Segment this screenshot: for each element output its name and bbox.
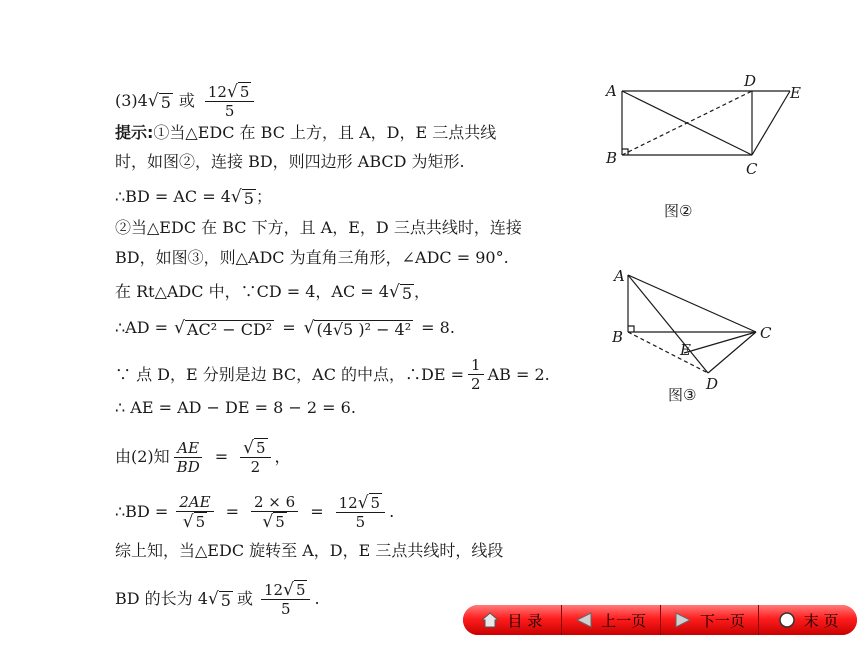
fraction-12sqrt5-over-5: 12 √ 5 5: [205, 82, 254, 120]
next-page-label: 下一页: [699, 611, 745, 630]
arrow-left-icon: [575, 611, 593, 629]
fig3-caption: 图③: [668, 386, 697, 404]
contents-button[interactable]: [463, 605, 562, 635]
ae-computation: ∴ AE = AD − DE = 8 − 2 = 6.: [115, 398, 356, 417]
bd-computation: ∴BD = 2AE √ 5 = 2 × 6 √ 5 = 12 √ 5 5 .: [115, 493, 395, 532]
last-page-button[interactable]: [759, 605, 857, 635]
or-word: 或: [178, 91, 195, 110]
from-part2: 由(2)知 $\frac{AE}{BD}$ = √ 5 2 ，: [115, 438, 291, 476]
ad-computation: ∴AD = √ AC² − CD² = √ (4√5 )² − 4² = 8.: [115, 318, 455, 339]
slide-navigation-bar: [463, 605, 857, 635]
hint-line-2: 时，如图②，连接 BD，则四边形 ABCD 为矩形.: [115, 152, 465, 171]
fraction-half: $\frac{1}{2}$: [468, 356, 484, 393]
fig2-label-a: A: [606, 82, 617, 100]
figure-3-right-triangle: [612, 265, 782, 405]
bd-equals-ac: ∴BD = AC = 4 √ 5 ；: [115, 187, 272, 208]
fig2-caption: 图②: [664, 202, 693, 220]
hint-text-1: ①当△EDC 在 BC 上方，且 A，D，E 三点共线: [153, 123, 497, 142]
previous-page-label: 上一页: [601, 611, 647, 630]
fig2-label-c: C: [746, 160, 758, 178]
de-computation: ∵ 点 D，E 分别是边 BC，AC 的中点，∴DE = $\frac{1}{2}$ AB = 2.: [115, 356, 550, 393]
circle-end-icon: [778, 611, 796, 629]
fig2-label-b: B: [606, 149, 618, 167]
part3-label: (3)4: [115, 91, 148, 110]
case2-line-1: ②当△EDC 在 BC 下方，且 A，E，D 三点共线时，连接: [115, 218, 522, 237]
hint-line-1: [115, 122, 496, 144]
contents-label: 目 录: [507, 611, 543, 630]
sqrt-5: √ 5: [147, 91, 171, 112]
last-page-label: 末 页: [803, 611, 839, 630]
conclusion-line-2: BD 的长为 4 √ 5 或 12 √ 5 5 .: [115, 580, 320, 618]
rt-triangle-line: 在 Rt△ADC 中，∵CD = 4，AC = 4 √ 5 ，: [115, 282, 431, 303]
fig2-label-e: E: [790, 84, 801, 102]
conclusion-line-1: 综上知，当△EDC 旋转至 A，D，E 三点共线时，线段: [115, 541, 504, 560]
fig3-label-c: C: [760, 324, 772, 342]
arrow-right-icon: [674, 611, 692, 629]
home-icon: [481, 611, 499, 629]
next-page-button[interactable]: [661, 605, 760, 635]
fig3-label-a: A: [614, 267, 625, 285]
figure-2-rectangle: [600, 68, 820, 228]
fig3-label-b: B: [612, 328, 624, 346]
fig3-label-e: E: [680, 341, 691, 359]
fig2-label-d: D: [744, 72, 757, 90]
part3-answer: [115, 82, 258, 120]
hint-label: 提示:: [115, 123, 154, 142]
fig3-label-d: D: [706, 375, 719, 393]
previous-page-button[interactable]: [562, 605, 661, 635]
case2-line-2: BD，如图③，则△ADC 为直角三角形，∠ADC = 90°.: [115, 248, 509, 267]
